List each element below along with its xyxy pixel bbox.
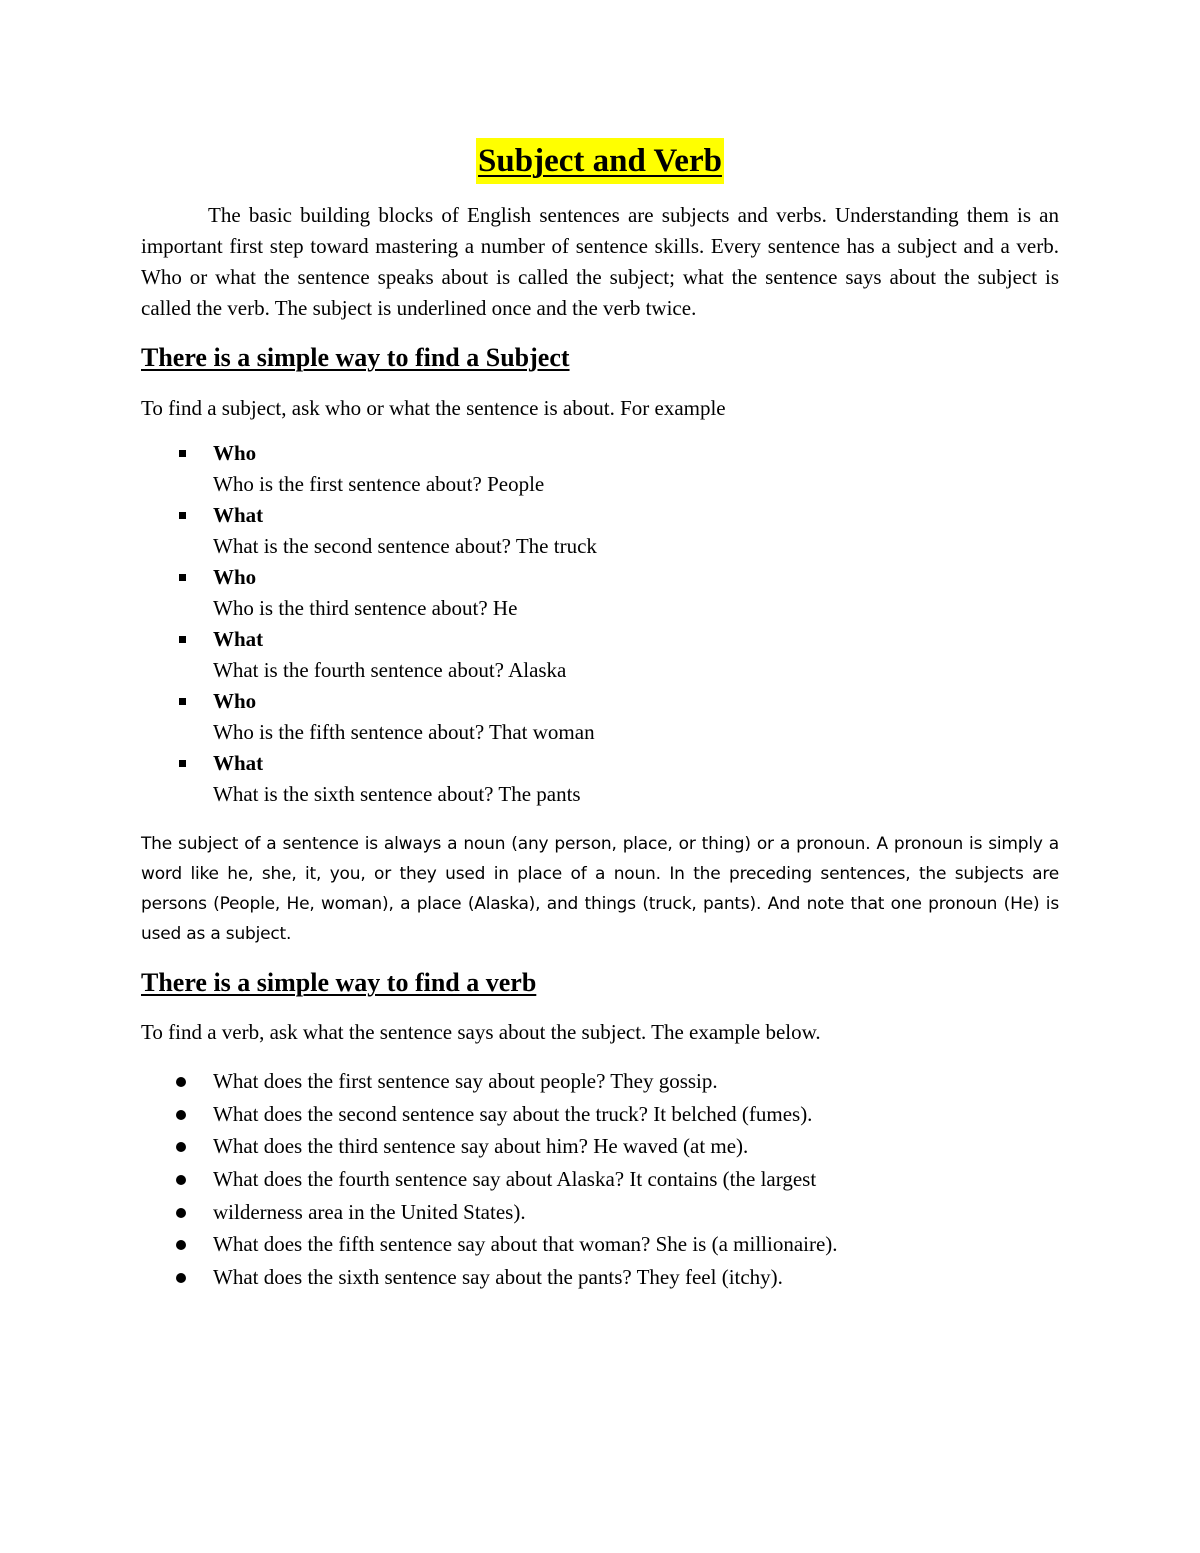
subject-list bbox=[141, 438, 597, 810]
subject-answer: What is the second sentence about? The truck bbox=[213, 534, 597, 558]
verb-list bbox=[141, 1066, 838, 1295]
verb-item-text: What does the third sentence say about him? He waved (at me). bbox=[213, 1134, 749, 1159]
verb-item-text: wilderness area in the United States). bbox=[213, 1199, 526, 1224]
verb-list-item bbox=[141, 1229, 838, 1262]
verb-section-lead: To find a verb, ask what the sentence says about the subject. The example below. bbox=[141, 1020, 821, 1044]
verb-item-text: What does the sixth sentence say about the pants? They feel (itchy). bbox=[213, 1265, 783, 1290]
square-bullet-icon bbox=[179, 636, 186, 643]
square-bullet-icon bbox=[179, 450, 186, 457]
round-bullet-icon bbox=[176, 1175, 186, 1185]
verb-list-item bbox=[141, 1131, 838, 1164]
round-bullet-icon bbox=[176, 1208, 186, 1218]
verb-item-text: What does the first sentence say about people? They gossip. bbox=[213, 1069, 718, 1093]
verb-list-item bbox=[141, 1197, 838, 1230]
subject-list-item bbox=[141, 500, 597, 562]
title-wrapper bbox=[0, 138, 1200, 184]
round-bullet-icon bbox=[176, 1142, 186, 1152]
subject-list-item bbox=[141, 748, 597, 810]
subject-answer: What is the fourth sentence about? Alaska bbox=[213, 658, 567, 682]
round-bullet-icon bbox=[176, 1273, 186, 1283]
verb-item-text: What does the second sentence say about the truck? It belched (fumes). bbox=[213, 1101, 813, 1126]
subject-term: Who bbox=[213, 565, 257, 589]
subject-note-paragraph: The subject of a sentence is always a noun (any person, place, or thing) or a pronoun. A pronoun is simply a word like he, she, it, you, or they used in place of a noun. In the preceding sentences, the subjects are persons (People, He, woman), a place (Alaska), and things (truck, pants). And note that one pronoun (He) is used as a subject. bbox=[141, 834, 1059, 944]
square-bullet-icon bbox=[179, 760, 186, 767]
intro-paragraph: The basic building blocks of English sentences are subjects and verbs. Understanding them is an important first step toward mastering a number of sentence skills. Every sentence has a subject and a verb. Who or what the sentence speaks about is called the subject; what the sentence says about the subject is called the verb. The subject is underlined once and the verb twice. bbox=[141, 203, 1059, 320]
subject-term: What bbox=[213, 503, 264, 527]
square-bullet-icon bbox=[179, 574, 186, 581]
subject-answer: Who is the fifth sentence about? That woman bbox=[213, 720, 595, 744]
verb-item-text: What does the fourth sentence say about Alaska? It contains (the largest bbox=[213, 1167, 817, 1192]
verb-list-item bbox=[141, 1099, 838, 1132]
subject-list-item bbox=[141, 562, 597, 624]
document-title: Subject and Verb bbox=[476, 138, 724, 184]
subject-term: Who bbox=[213, 689, 257, 713]
subject-answer: Who is the first sentence about? People bbox=[213, 472, 545, 496]
verb-list-item bbox=[141, 1164, 838, 1197]
round-bullet-icon bbox=[176, 1240, 186, 1250]
round-bullet-icon bbox=[176, 1077, 186, 1087]
subject-answer: Who is the third sentence about? He bbox=[213, 596, 518, 620]
subject-section-lead: To find a subject, ask who or what the sentence is about. For example bbox=[141, 396, 726, 420]
subject-list-item bbox=[141, 686, 597, 748]
subject-answer: What is the sixth sentence about? The pants bbox=[213, 782, 581, 806]
subject-term: What bbox=[213, 627, 264, 651]
subject-term: What bbox=[213, 751, 264, 775]
subject-section-heading: There is a simple way to find a Subject bbox=[141, 343, 570, 372]
verb-section-heading: There is a simple way to find a verb bbox=[141, 968, 537, 997]
subject-list-item bbox=[141, 438, 597, 500]
verb-item-text: What does the fifth sentence say about that woman? She is (a millionaire). bbox=[213, 1232, 838, 1257]
verb-list-item bbox=[141, 1066, 838, 1099]
square-bullet-icon bbox=[179, 512, 186, 519]
verb-list-item bbox=[141, 1262, 838, 1295]
round-bullet-icon bbox=[176, 1110, 186, 1120]
subject-term: Who bbox=[213, 441, 257, 465]
square-bullet-icon bbox=[179, 698, 186, 705]
subject-list-item bbox=[141, 624, 597, 686]
